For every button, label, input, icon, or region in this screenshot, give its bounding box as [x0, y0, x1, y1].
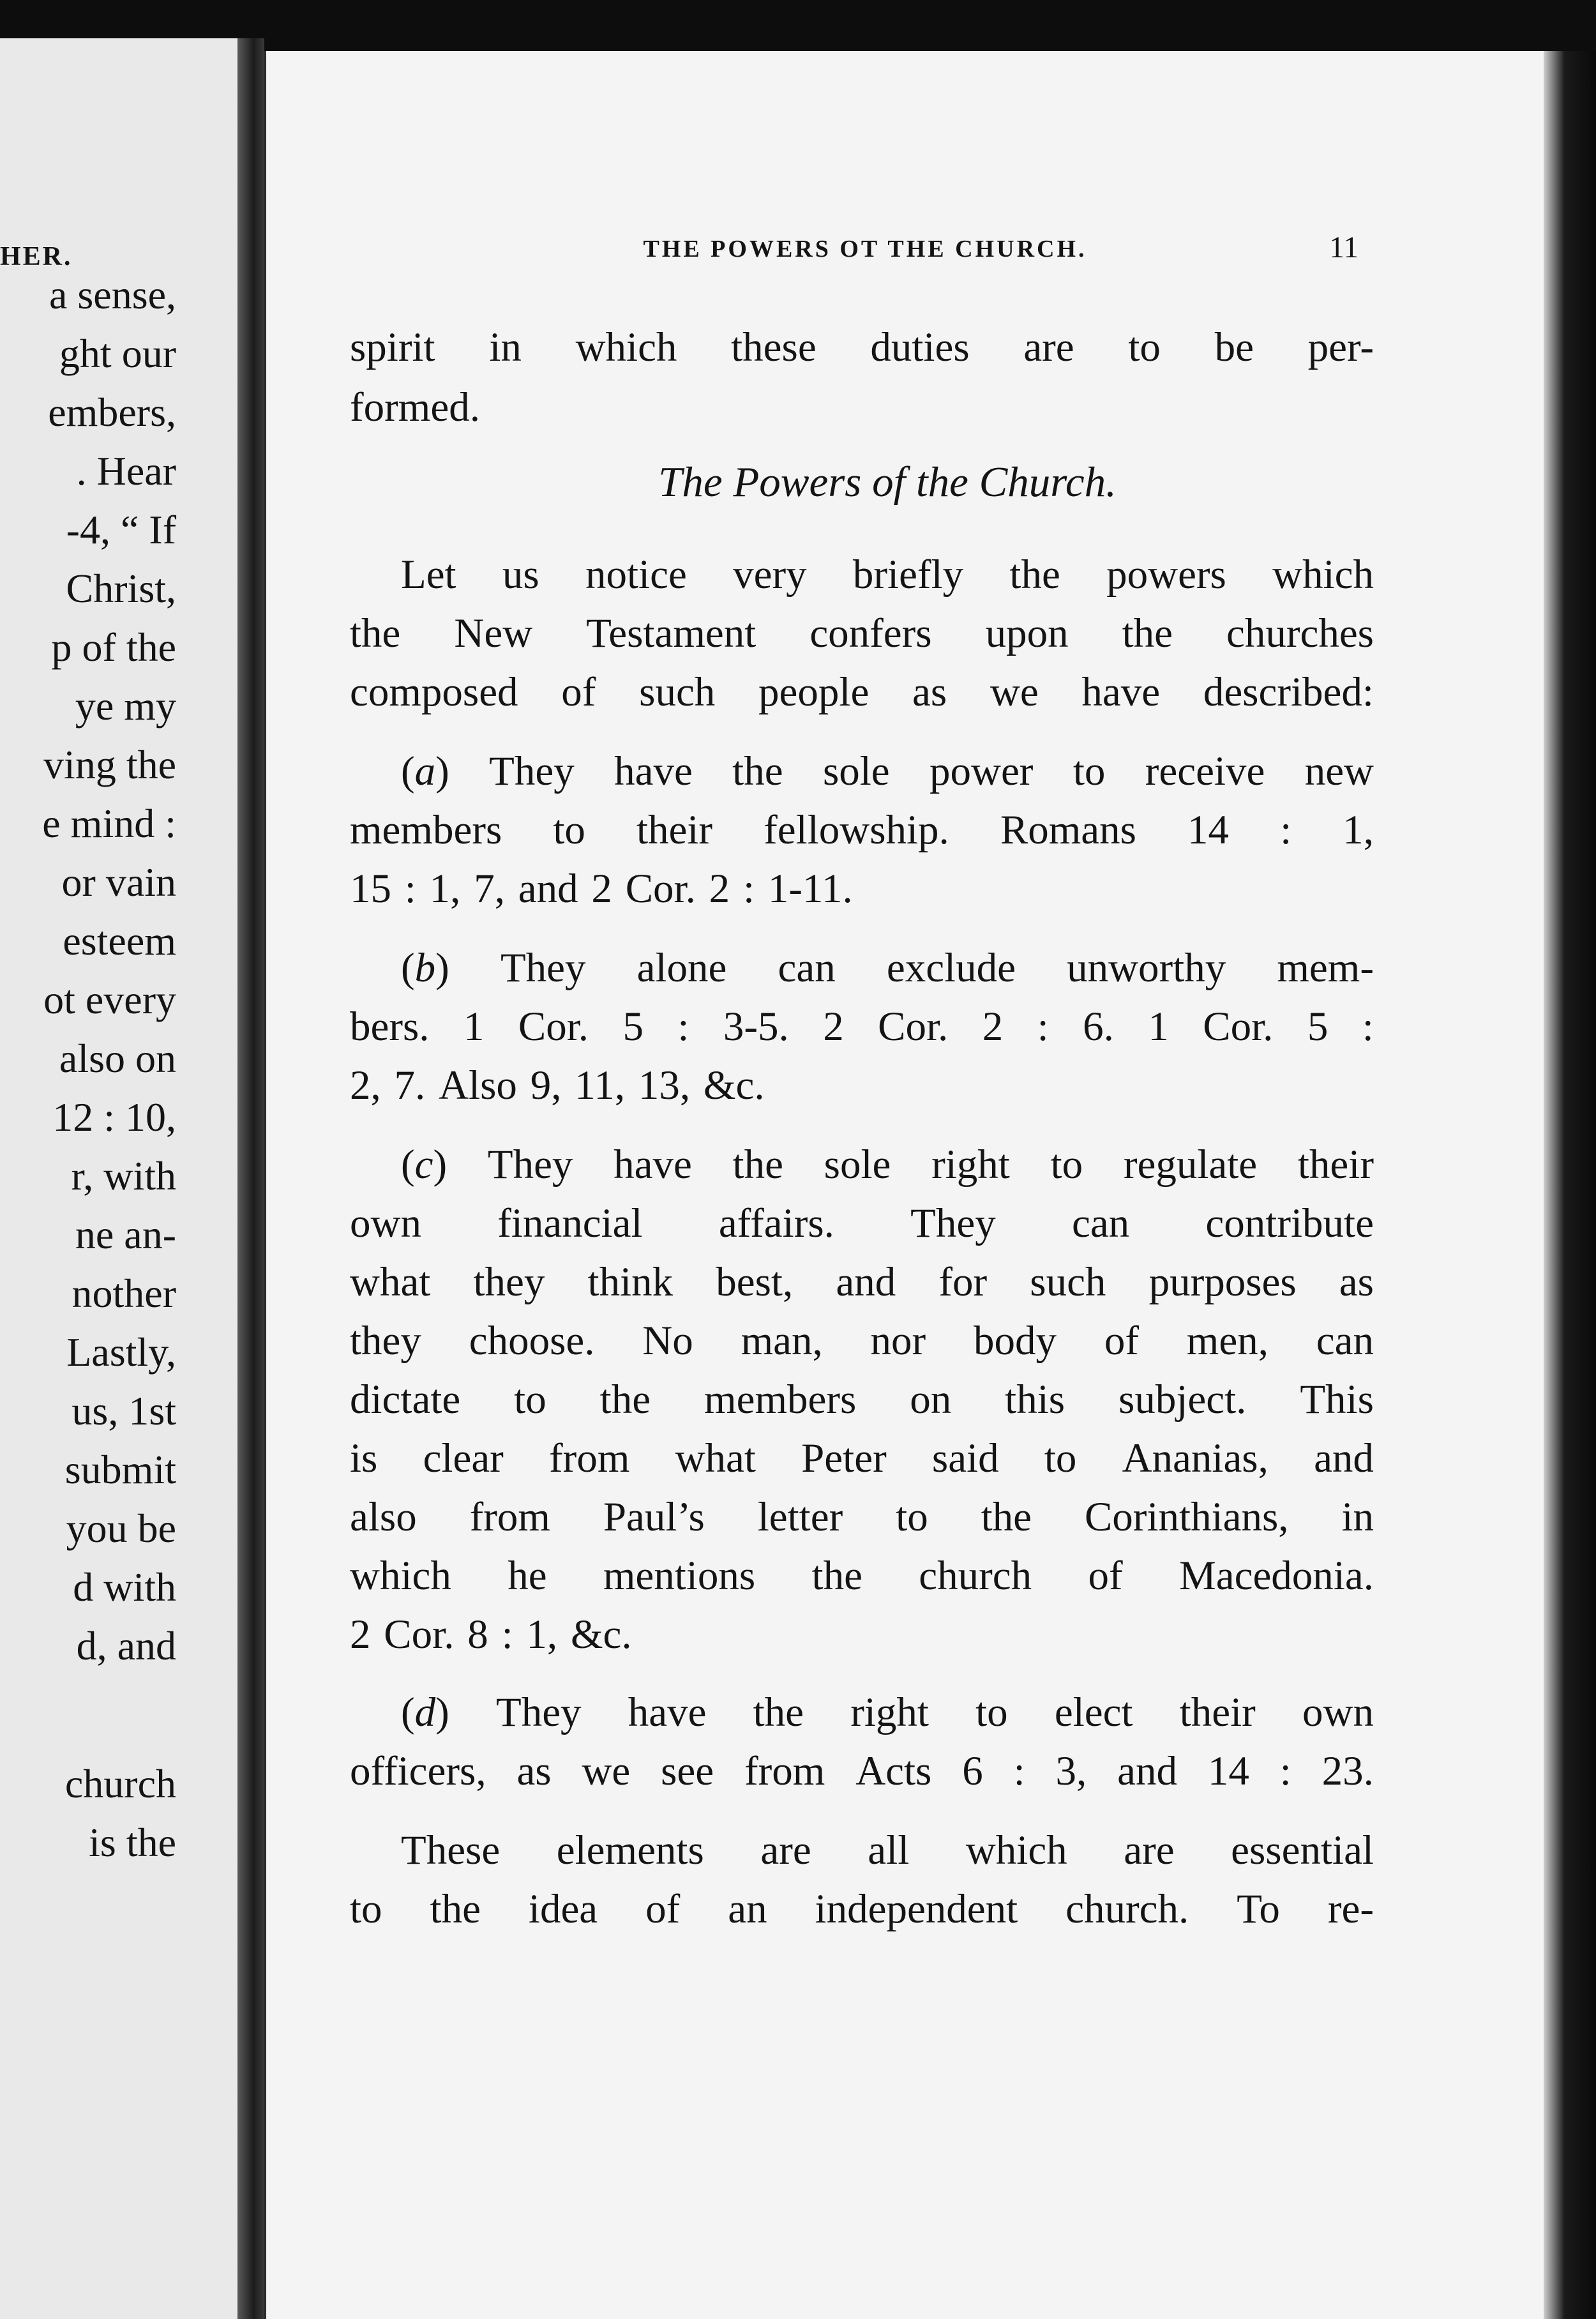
left-page-line: d, and — [76, 1623, 176, 1668]
text-line: which he mentions the church of Macedonia. — [350, 1553, 1374, 1599]
text-line: they choose. No man, nor body of men, can — [350, 1318, 1374, 1364]
left-page-line: a sense, — [49, 272, 176, 317]
left-page-line: 12 : 10, — [52, 1094, 176, 1140]
running-head: THE POWERS OT THE CHURCH. — [643, 236, 1087, 262]
text-line: Let us notice very briefly the powers which — [401, 552, 1374, 598]
left-page-line: esteem — [63, 918, 176, 963]
left-page-line: us, 1st — [72, 1388, 176, 1433]
text-line: (a) They have the sole power to receive new — [401, 748, 1374, 794]
left-page-line: e mind : — [42, 801, 176, 846]
text-line: (c) They have the sole right to regulate their — [401, 1142, 1374, 1188]
text-line: is clear from what Peter said to Ananias, and — [350, 1435, 1374, 1481]
left-page-line: church — [64, 1761, 176, 1806]
left-page-line: d with — [73, 1564, 176, 1610]
left-page-line: or vain — [61, 859, 176, 905]
text-line: (b) They alone can exclude unworthy mem- — [401, 945, 1374, 991]
text-line: 2, 7. Also 9, 11, 13, &c. — [350, 1062, 765, 1108]
left-page-line: ne an- — [75, 1212, 176, 1257]
left-page-line: submit — [64, 1447, 176, 1492]
text-line: to the idea of an independent church. To re- — [350, 1886, 1374, 1932]
section-heading: The Powers of the Church. — [658, 458, 1117, 506]
left-page-line: Lastly, — [66, 1329, 176, 1375]
text-line: dictate to the members on this subject. This — [350, 1377, 1374, 1423]
left-running-head: HER. — [0, 242, 73, 271]
text-line: the New Testament confers upon the churches — [350, 610, 1374, 656]
text-line: (d) They have the right to elect their own — [401, 1689, 1374, 1735]
left-page-line: ght our — [59, 331, 176, 376]
text-line: composed of such people as we have described: — [350, 669, 1374, 715]
text-line: what they think best, and for such purposes as — [350, 1259, 1374, 1305]
text-line: own financial affairs. They can contribute — [350, 1200, 1374, 1246]
left-page-line: ot every — [43, 977, 176, 1022]
left-page-line: nother — [72, 1271, 176, 1316]
left-page-line: ving the — [43, 742, 176, 787]
left-page-line: . Hear — [76, 448, 176, 494]
text-line: also from Paul’s letter to the Corinthians, in — [350, 1494, 1374, 1540]
text-line: 2 Cor. 8 : 1, &c. — [350, 1612, 632, 1658]
left-page-line: -4, “ If — [66, 507, 176, 552]
text-line: formed. — [350, 384, 480, 430]
text-line: These elements are all which are essential — [401, 1827, 1374, 1873]
page-number: 11 — [1329, 230, 1359, 264]
left-page-line: Christ, — [66, 566, 176, 611]
book-gutter — [237, 38, 264, 2319]
left-page-line: you be — [66, 1506, 176, 1551]
previous-page — [0, 38, 237, 2319]
text-line: members to their fellowship. Romans 14 : 1, — [350, 807, 1374, 853]
text-line: 15 : 1, 7, and 2 Cor. 2 : 1-11. — [350, 866, 853, 912]
page-edge — [1544, 51, 1596, 2319]
left-page-line: p of the — [51, 624, 176, 670]
text-line: officers, as we see from Acts 6 : 3, and 14 : 23. — [350, 1748, 1374, 1794]
left-page-line: also on — [59, 1036, 176, 1081]
text-line: bers. 1 Cor. 5 : 3-5. 2 Cor. 2 : 6. 1 Cor. 5 : — [350, 1004, 1374, 1050]
left-page-line: is the — [89, 1820, 176, 1865]
left-page-line: ye my — [75, 683, 176, 729]
text-line: spirit in which these duties are to be per- — [350, 324, 1374, 370]
left-page-line: r, with — [71, 1153, 176, 1198]
left-page-line: embers, — [48, 389, 176, 435]
